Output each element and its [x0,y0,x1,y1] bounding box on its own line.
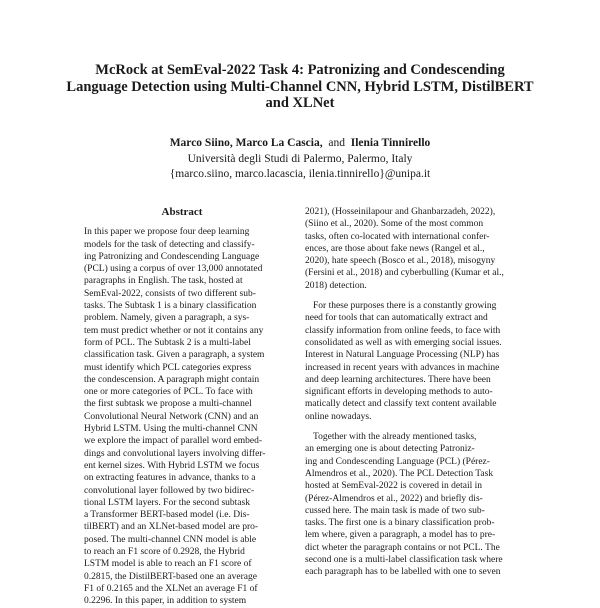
body-line: For these purposes there is a constantly growing [313,301,497,312]
abstract-line: tasks. The Subtask 1 is a binary classification [84,301,257,312]
body-line: lem where, given a paragraph, a model has to pre- [305,530,496,541]
abstract-line: 0.2296. In this paper, in addition to system [84,596,247,607]
author-conjunction: and [328,137,345,149]
body-line: (Siino et al., 2020). Some of the most common [305,219,484,230]
body-line: second one is a multi-label classification task where [305,555,503,566]
body-line: Interest in Natural Language Processing (NLP) has [305,350,500,361]
abstract-line: form of PCL. The Subtask 2 is a multi-label [84,337,251,348]
abstract-line: F1 of 0.2165 and the XLNet an average F1 of [84,583,258,594]
abstract-line: problem. Namely, given a paragraph, a sys- [84,313,250,324]
body-line: need for tools that can automatically extract and [305,313,488,324]
abstract-line: 0.2815, the DistilBERT-based one an average [84,571,257,582]
affiliation: Università degli Studi di Palermo, Palermo, Italy [187,152,413,165]
body-line: ing and Condescending Language (PCL) (Pérez- [305,456,490,467]
body-line: matically detect and classify text content available [305,399,497,410]
abstract-line: ing Patronizing and Condescending Language [84,251,260,262]
body-line: classify information from online feeds, to face with [305,325,501,336]
author-emails: {marco.siino, marco.lacascia, ilenia.tinnirello}@unipa.it [169,168,431,180]
body-line: tasks, often co-located with international confer- [305,231,490,242]
abstract-line: must identify which PCL categories express [84,362,252,373]
abstract-line: on extracting features in advance, thanks to a [84,473,256,484]
title-line: Language Detection using Multi-Channel CNN, Hybrid LSTM, DistilBERT [66,78,534,95]
abstract-line: a Transformer BERT-based model (i.e. Dis- [84,510,250,521]
abstract-line: paragraphs in English. The task, hosted at [84,276,243,287]
body-line: dict wheter the paragraph contains or not PCL. The [305,542,500,553]
body-paragraph [305,206,527,292]
body-line: Almendros et al., 2020). The PCL Detection Task [305,468,494,479]
author-block [50,136,550,183]
abstract-line: In this paper we propose four deep learning [84,227,250,238]
body-line: each paragraph has to be labelled with one to seven [305,567,501,578]
body-line: cussed here. The main task is made of two sub- [305,505,485,516]
abstract-line: dings and convolutional layers involving differ- [84,448,266,459]
title-line: McRock at SemEval-2022 Task 4: Patronizing and Condescending [95,62,505,78]
body-line: hosted at SemEval-2022 is covered in detail in [305,481,483,492]
body-line: ences, are those about fake news (Rangel et al., [305,243,485,254]
abstract-line: the first subtask we propose a multi-channel [84,399,252,410]
body-line: (Fersini et al., 2018) and cyberbulling (Kumar et al., [305,268,504,279]
abstract-line: tilBERT) and an XLNet-based model are pro- [84,522,259,533]
paper-title [50,62,550,112]
abstract-line: models for the task of detecting and classify- [84,239,255,250]
abstract-line: tional LSTM layers. For the second subtask [84,497,250,508]
abstract-line: tem must predict whether or not it contains any [84,325,264,336]
body-line: 2020), hate speech (Bosco et al., 2018), misogyny [305,256,496,267]
abstract-line: posed. The multi-channel CNN model is able [84,534,257,545]
paragraph-spacer [305,292,527,300]
abstract-column [84,206,280,608]
body-column [305,206,527,579]
abstract-line: ent kernel sizes. With Hybrid LSTM we focus [84,460,260,471]
body-line: consolidated as well as with emerging social issues. [305,337,502,348]
body-line: online nowadays. [305,411,372,422]
body-line: tasks. The first one is a binary classification prob- [305,518,495,529]
body-line: (Pérez-Almendros et al., 2022) and briefly dis- [305,493,483,504]
abstract-line: convolutional layer followed by two bidirec- [84,485,255,496]
author-names [50,136,550,152]
paragraph-spacer [305,423,527,431]
author-names-first: Marco Siino, Marco La Cascia, [169,137,323,149]
body-line: an emerging one is about detecting Patroniz- [305,444,475,455]
abstract-line: to reach an F1 score of 0.2928, the Hybrid [84,547,245,558]
abstract-heading: Abstract [161,206,203,218]
body-line: Together with the already mentioned tasks, [313,432,477,443]
body-line: and deep learning architectures. There have been [305,374,491,385]
body-line: significant efforts in developing methods to auto- [305,387,493,398]
body-line: 2018) detection. [305,280,367,291]
abstract-line: (PCL) using a corpus of over 13,000 annotated [84,264,263,275]
abstract-line: SemEval-2022, consists of two different sub- [84,288,256,299]
body-paragraph [305,431,527,579]
abstract-line: one or more categories of PCL. To face with [84,387,253,398]
abstract-line: Convolutional Neural Network (CNN) and an [84,411,259,422]
body-line: 2021), (Hosseinilapour and Ghanbarzadeh, 2022), [305,207,496,217]
abstract-line: Hybrid LSTM. Using the multi-channel CNN [84,424,258,435]
author-names-last: Ilenia Tinnirello [350,137,431,149]
body-paragraph [305,300,527,423]
abstract-text [84,226,280,607]
abstract-line: LSTM model is able to reach an F1 score of [84,559,252,570]
abstract-line: classification task. Given a paragraph, a system [84,350,265,361]
body-line: increased in recent years with advances in machine [305,362,500,373]
title-line: and XLNet [265,95,335,111]
abstract-line: the condescension. A paragraph might contain [84,374,260,385]
abstract-line: we explore the impact of parallel word embed- [84,436,263,447]
